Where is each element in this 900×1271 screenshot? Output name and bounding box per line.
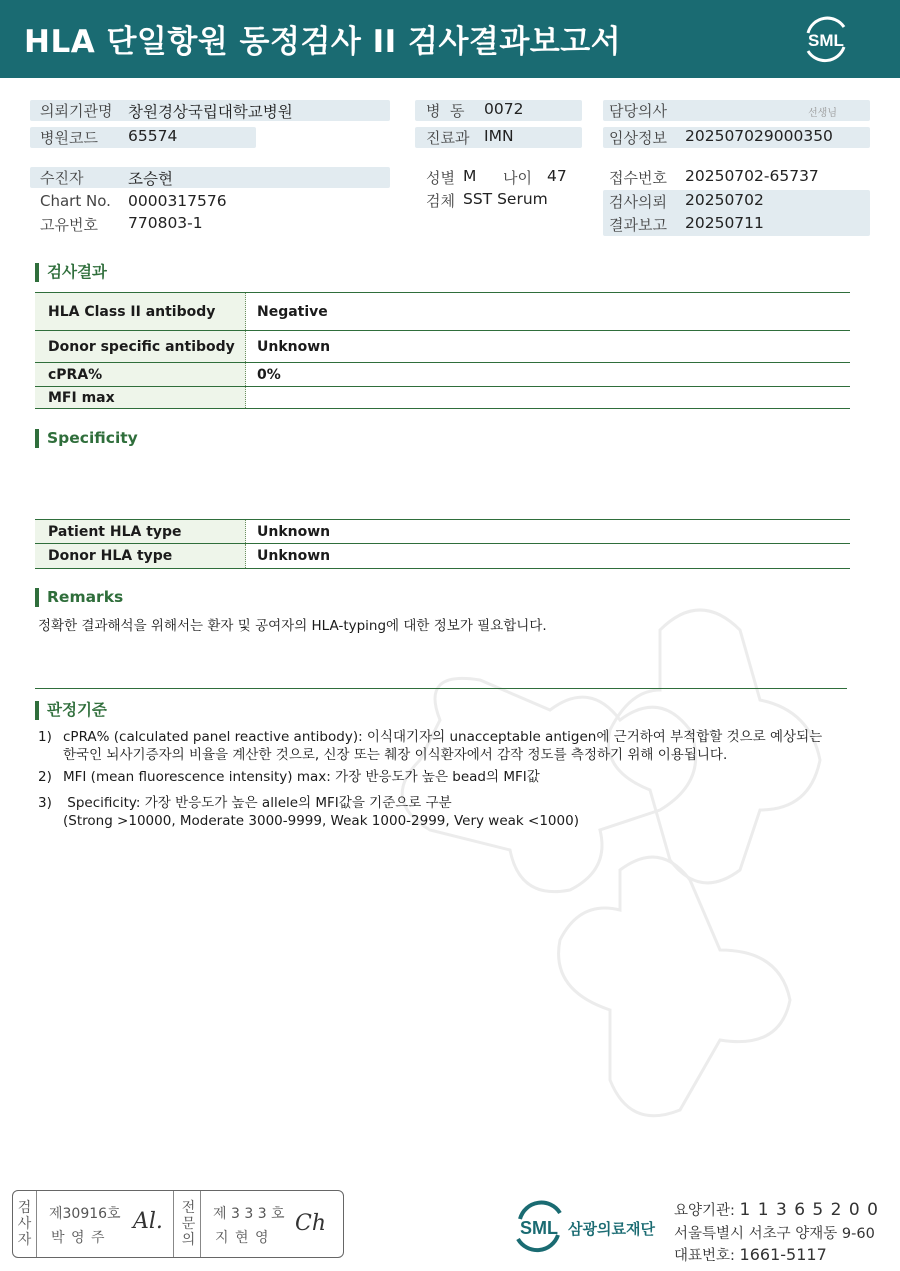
footer-address: 서울특별시 서초구 양재동 9-60 (674, 1226, 875, 1242)
age-label: 나이 (503, 169, 532, 187)
report-label: 결과보고 (609, 216, 667, 234)
footer-logo-text: SML (520, 1218, 558, 1238)
examiner-label (13, 1191, 37, 1257)
specialist-label-char: 의 (181, 1232, 196, 1248)
chart-label: Chart No. (40, 192, 111, 210)
specificity-value: Unknown (257, 548, 331, 564)
specialist-signature: Ch (295, 1211, 327, 1236)
sex-label: 성별 (426, 169, 455, 187)
specificity-table (35, 519, 850, 569)
criteria-item (38, 728, 822, 764)
age-value: 47 (547, 167, 567, 185)
remarks-heading: Remarks (35, 588, 123, 607)
clinical-label: 임상정보 (609, 129, 667, 147)
dept-field (426, 127, 514, 148)
patient-field-bg (30, 167, 390, 188)
criteria-num: 2) (38, 769, 52, 785)
request-field (609, 191, 764, 212)
criteria-line: 한국인 뇌사기증자의 비율을 계산한 것으로, 신장 또는 췌장 이식환자에서 감작 정도를 측정하기 위해 이용됩니다. (63, 747, 728, 763)
criteria-item (38, 794, 579, 830)
criteria-num: 3) (38, 795, 52, 811)
signature-stamp (12, 1190, 344, 1258)
sex-value: M (463, 167, 477, 185)
examiner-label-char: 사 (17, 1216, 32, 1232)
examiner-no: 제30916호 (49, 1206, 121, 1222)
results-heading: 검사결과 (35, 263, 107, 282)
footer-phone (674, 1244, 827, 1265)
hospital-value: 창원경상국립대학교병원 (128, 103, 293, 121)
patient-field (40, 167, 173, 188)
ward-field (426, 100, 524, 121)
specificity-key: Patient HLA type (35, 520, 246, 543)
specialist-label (177, 1191, 201, 1257)
chart-value: 0000317576 (128, 192, 227, 210)
receipt-field (609, 167, 819, 188)
logo-text: SML (808, 31, 844, 50)
report-field (609, 214, 764, 235)
hospital-field (40, 100, 293, 121)
specialist-label-char: 전 (181, 1200, 196, 1216)
chart-field (40, 192, 227, 210)
hospcode-label: 병원코드 (40, 129, 98, 147)
specialist-label-char: 문 (181, 1216, 196, 1232)
report-value: 20250711 (685, 214, 764, 232)
dept-value: IMN (484, 127, 514, 145)
results-table (35, 292, 850, 409)
request-value: 20250702 (685, 191, 764, 209)
table-row (35, 520, 850, 544)
result-value: Unknown (257, 338, 331, 355)
result-value: Negative (257, 303, 328, 320)
criteria-heading: 판정기준 (35, 701, 107, 720)
hospcode-field (40, 127, 178, 148)
sml-footer-logo-icon (510, 1197, 568, 1255)
specimen-value: SST Serum (463, 190, 548, 208)
doctor-field (609, 100, 837, 121)
table-row (35, 363, 850, 387)
doctor-suffix: 선생님 (808, 108, 837, 119)
specificity-key: Donor HLA type (35, 544, 246, 568)
result-key: MFI max (35, 387, 246, 408)
table-row (35, 544, 850, 569)
dept-label: 진료과 (426, 129, 470, 147)
criteria-line: MFI (mean fluorescence intensity) max: 가장 반응도가 높은 bead의 MFI값 (63, 769, 540, 785)
hospital-label: 의뢰기관명 (40, 102, 113, 120)
specialist-no: 제 3 3 3 호 (213, 1206, 285, 1222)
sex-age-field (426, 167, 567, 188)
report-header (0, 0, 900, 78)
criteria-item (38, 768, 540, 786)
watermark-cross-icon (360, 570, 900, 1130)
footer-code (674, 1199, 879, 1220)
ward-value: 0072 (484, 100, 524, 118)
patient-label: 수진자 (40, 169, 84, 187)
footer-code-label: 요양기관: (674, 1203, 735, 1219)
specialist-name: 지 현 영 (215, 1230, 270, 1246)
criteria-num: 1) (38, 729, 52, 745)
examiner-label-char: 검 (17, 1200, 32, 1216)
specimen-label: 검체 (426, 192, 455, 210)
result-key: cPRA% (35, 363, 246, 386)
uid-field (40, 214, 203, 235)
footer-phone-value: 1661-5117 (739, 1245, 827, 1264)
examiner-label-char: 자 (17, 1232, 32, 1248)
divider (35, 688, 847, 689)
table-row (35, 293, 850, 331)
doctor-label: 담당의사 (609, 102, 667, 120)
specificity-value: Unknown (257, 523, 331, 540)
footer-code-value: 1 1 3 6 5 2 0 0 (739, 1200, 879, 1220)
table-row (35, 331, 850, 363)
clinical-value: 202507029000350 (685, 127, 833, 145)
uid-value: 770803-1 (128, 214, 203, 232)
ward-label: 병 동 (426, 102, 465, 120)
uid-label: 고유번호 (40, 216, 98, 234)
footer-org-name: 삼광의료재단 (568, 1220, 655, 1238)
specimen-field (426, 190, 548, 211)
request-label: 검사의뢰 (609, 193, 667, 211)
criteria-line: (Strong >10000, Moderate 3000-9999, Weak 1000-2999, Very weak <1000) (63, 813, 579, 829)
footer-phone-label: 대표번호: (674, 1248, 735, 1264)
table-row (35, 387, 850, 409)
specificity-heading: Specificity (35, 429, 138, 448)
sml-logo-icon (800, 13, 852, 65)
criteria-line: cPRA% (calculated panel reactive antibody): 이식대기자의 unacceptable antigen에 근거하여 부적합할 것으로 예상되는 (63, 729, 823, 745)
receipt-value: 20250702-65737 (685, 167, 819, 185)
patient-value: 조승현 (128, 170, 173, 188)
criteria-line: Specificity: 가장 반응도가 높은 allele의 MFI값을 기준으로 구분 (63, 795, 452, 811)
result-value: 0% (257, 366, 281, 383)
clinical-field (609, 127, 833, 148)
stamp-divider (173, 1191, 174, 1257)
examiner-signature: Al. (133, 1209, 163, 1234)
result-key: Donor specific antibody (35, 331, 246, 362)
report-title: HLA 단일항원 동정검사 II 검사결과보고서 (24, 24, 622, 60)
result-key: HLA Class II antibody (35, 293, 246, 330)
receipt-label: 접수번호 (609, 169, 667, 187)
examiner-name: 박 영 주 (51, 1230, 106, 1246)
hospcode-value: 65574 (128, 127, 178, 145)
remarks-text: 정확한 결과해석을 위해서는 환자 및 공여자의 HLA-typing에 대한 정보가 필요합니다. (38, 618, 547, 634)
